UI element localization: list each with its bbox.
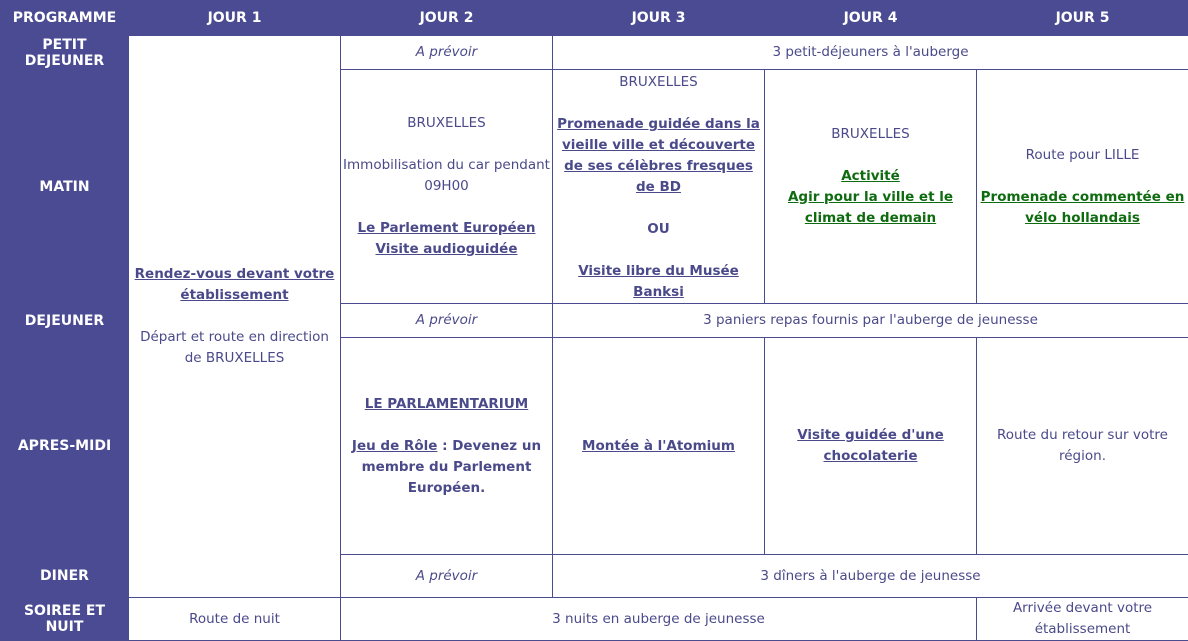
- dejeuner-day3-5: 3 paniers repas fournis par l'auberge de jeunesse: [553, 304, 1188, 338]
- chocolaterie-link[interactable]: Visite guidée d'une chocolaterie: [797, 427, 944, 464]
- atomium-link[interactable]: Montée à l'Atomium: [582, 438, 735, 454]
- visite-audioguidee-link[interactable]: Visite audioguidée: [376, 241, 518, 257]
- agir-ville-climat-link[interactable]: Agir pour la ville et le climat de demain: [788, 189, 953, 226]
- promenade-velo-link[interactable]: Promenade commentée en vélo hollandais: [981, 189, 1185, 226]
- dejeuner-day2: A prévoir: [341, 304, 553, 338]
- header-row: [1, 1, 1188, 36]
- row-label-diner: DINER: [1, 555, 129, 598]
- diner-day2-4: 3 dîners à l'auberge de jeunesse: [553, 555, 1188, 598]
- matin-day3-or: OU: [555, 219, 762, 240]
- header-day-5: JOUR 5: [977, 1, 1188, 36]
- header-day-1: JOUR 1: [129, 1, 341, 36]
- promenade-guidee-link[interactable]: Promenade guidée dans la vieille ville et découverte de ses célèbres fresques de BD: [557, 116, 760, 195]
- petit-dejeuner-day3-5: 3 petit-déjeuners à l'auberge: [553, 36, 1188, 70]
- petit-dejeuner-day2: A prévoir: [341, 36, 553, 70]
- soiree-day2-4: 3 nuits en auberge de jeunesse: [341, 598, 977, 641]
- matin-day4: [765, 70, 977, 304]
- parlamentarium-link[interactable]: LE PARLAMENTARIUM: [365, 396, 528, 412]
- depart-note: Départ et route en direction de BRUXELLES: [131, 327, 338, 369]
- row-label-dejeuner: DEJEUNER: [1, 304, 129, 338]
- header-day-2: JOUR 2: [341, 1, 553, 36]
- matin-day4-city: BRUXELLES: [767, 124, 974, 145]
- header-programme: PROGRAMME: [1, 1, 129, 36]
- row-label-apres-midi: APRES-MIDI: [1, 338, 129, 555]
- matin-day5-route: Route pour LILLE: [979, 145, 1186, 166]
- matin-day2: [341, 70, 553, 304]
- activite-label[interactable]: Activité: [841, 168, 900, 184]
- jeu-de-role-text: : Devenez un membre du Parlement Européen.: [362, 438, 541, 496]
- musee-banksi-link[interactable]: Visite libre du Musée Banksi: [578, 263, 739, 300]
- matin-day2-note: Immobilisation du car pendant 09H00: [343, 155, 550, 197]
- soiree-day1: Route de nuit: [129, 598, 341, 641]
- day1-merged-cell: [129, 36, 341, 598]
- row-label-soiree: SOIREE ET NUIT: [1, 598, 129, 641]
- matin-day3-city: BRUXELLES: [555, 72, 762, 93]
- row-soiree: [1, 598, 1188, 641]
- header-day-4: JOUR 4: [765, 1, 977, 36]
- matin-day2-city: BRUXELLES: [343, 113, 550, 134]
- jeu-de-role-link[interactable]: Jeu de Rôle: [352, 438, 437, 454]
- apres-midi-day2: [341, 338, 553, 555]
- diner-day1: A prévoir: [341, 555, 553, 598]
- apres-midi-day4: [765, 338, 977, 555]
- soiree-day5: Arrivée devant votre établissement: [977, 598, 1188, 641]
- row-petit-dejeuner: [1, 36, 1188, 70]
- apres-midi-day5: Route du retour sur votre région.: [977, 338, 1188, 555]
- matin-day5: [977, 70, 1188, 304]
- rendez-vous-link[interactable]: Rendez-vous devant votre établissement: [131, 264, 338, 306]
- matin-day3: [553, 70, 765, 304]
- row-label-matin: MATIN: [1, 70, 129, 304]
- header-day-3: JOUR 3: [553, 1, 765, 36]
- apres-midi-day3: [553, 338, 765, 555]
- row-label-petit-dejeuner: PETIT DEJEUNER: [1, 36, 129, 70]
- parlement-europeen-link[interactable]: Le Parlement Européen: [358, 220, 536, 236]
